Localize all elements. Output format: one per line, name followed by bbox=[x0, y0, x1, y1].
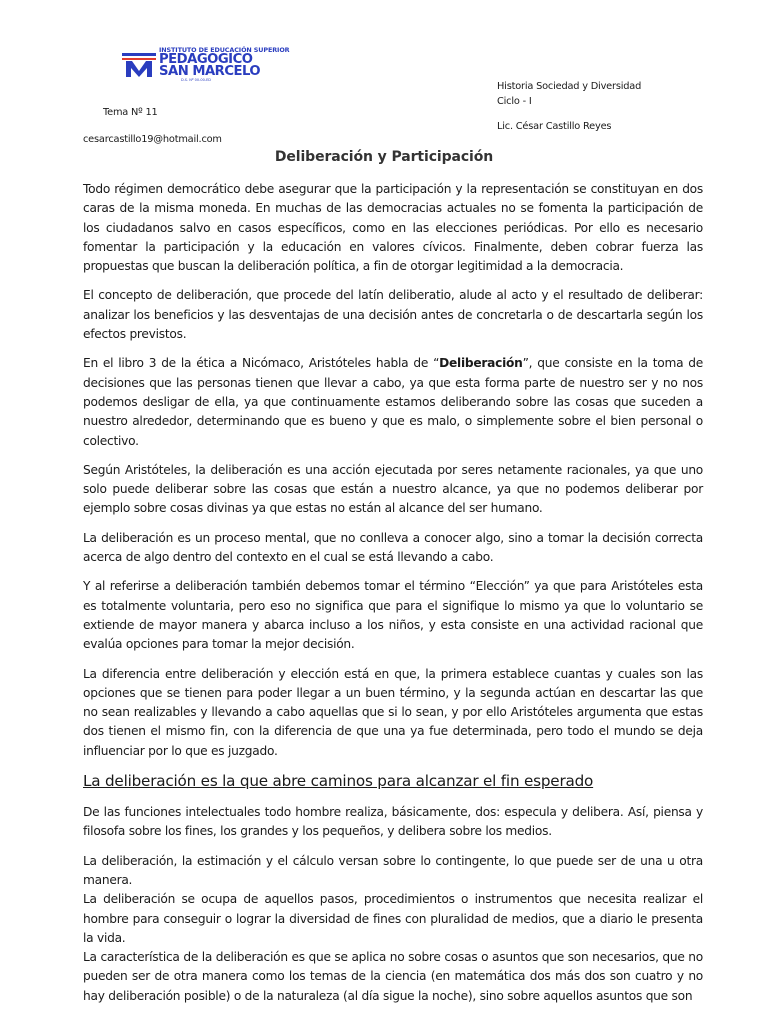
topic-number: Tema Nº 11 bbox=[103, 107, 158, 118]
paragraph: La deliberación se ocupa de aquellos pasos, procedimientos o instrumentos que necesita realizar el hombre para conseguir o lograr la diversidad de fines con pluralidad de medios, que a diario le presenta la vida. bbox=[83, 892, 703, 945]
logo-institute-label: INSTITUTO DE EDUCACIÓN SUPERIOR bbox=[159, 46, 290, 54]
paragraph-nicomaco bbox=[83, 354, 703, 450]
logo-name-line1: PEDAGOGICO bbox=[159, 52, 253, 67]
paragraph: La diferencia entre deliberación y elección está en que, la primera establece cuantas y cuales son las opciones que se tienen para poder llegar a un buen término, y la segunda actúan en descartar las que no sean realizables y llevando a cabo aquellas que si lo sean, y por ello Aristóteles argumenta que estas dos tienen el mismo fin, con la diferencia de que una ya fue determinada, pero todo el mundo se deja influenciar por lo que es juzgado. bbox=[83, 666, 703, 758]
document-body bbox=[83, 180, 703, 1006]
institution-logo bbox=[122, 46, 290, 82]
paragraph: El concepto de deliberación, que procede del latín deliberatio, alude al acto y el resultado de deliberar: analizar los beneficios y las desventajas de una decisión antes de concretarla o de descartarla según los efectos previstos. bbox=[83, 288, 703, 342]
paragraph: La característica de la deliberación es que se aplica no sobre cosas o asuntos que son necesarios, que no pueden ser de otra manera como los temas de la ciencia (en matemática dos más dos son cuatro y no hay deliberación posible) o de la naturaleza (al día sigue la noche), sino sobre aquellos asuntos que son bbox=[83, 950, 703, 1003]
course-name: Historia Sociedad y Diversidad bbox=[497, 81, 642, 92]
paragraph-text: ”, que consiste en la toma de decisiones que las personas tienen que llevar a cabo, ya que esta forma parte de nuestro ser y no nos podemos desligar de ella, ya que continuamente estamos deliberando sobre las cosas que suceden a nuestro alrededor, determinando que es bueno y que es malo, o simplemente sobre el bien personal o colectivo. bbox=[83, 356, 704, 448]
paragraph: La deliberación es un proceso mental, que no conlleva a conocer algo, sino a tomar la decisión correcta acerca de algo dentro del contexto en el cual se está llevando a cabo. bbox=[83, 530, 703, 565]
paragraph-text: En el libro 3 de la ética a Nicómaco, Aristóteles habla de “ bbox=[83, 356, 440, 371]
emphasized-term: Deliberación bbox=[439, 356, 523, 371]
document-title: Deliberación y Participación bbox=[274, 149, 494, 165]
logo-name-line2: SAN MARCELO bbox=[159, 64, 261, 79]
paragraph: Todo régimen democrático debe asegurar que la participación y la representación se constituyan en dos caras de la misma moneda. En muchas de las democracias actuales no se fomenta la participación de los ciudadanos salvo en casos específicos, como en las elecciones periódicas. Por ello es necesario fomentar la participación y la educación en valores cívicos. Finalmente, deben cobrar fuerza las propuestas que buscan la deliberación política, a fin de otorgar legitimidad a la democracia. bbox=[83, 182, 703, 274]
course-cycle: Ciclo - I bbox=[497, 96, 532, 107]
logo-emblem-icon bbox=[122, 49, 156, 79]
paragraph: Según Aristóteles, la deliberación es una acción ejecutada por seres netamente racionales, ya que uno solo puede deliberar sobre las cosas que están a nuestro alcance, ya que no podemos deliberar por ejemplo sobre cosas divinas ya que estas no están al alcance del ser humano. bbox=[83, 462, 703, 516]
paragraph: De las funciones intelectuales todo hombre realiza, básicamente, dos: especula y delibera. Así, piensa y filosofa sobre los fines, los grandes y los pequeños, y delibera sobre los medios. bbox=[83, 805, 703, 839]
logo-decree: D.S. Nº 00-00-ED bbox=[181, 78, 211, 82]
contact-email: cesarcastillo19@hotmail.com bbox=[83, 134, 222, 145]
section-heading: La deliberación es la que abre caminos para alcanzar el fin esperado bbox=[83, 772, 594, 791]
paragraph: La deliberación, la estimación y el cálculo versan sobre lo contingente, lo que puede ser de una u otra manera. bbox=[83, 853, 703, 887]
paragraph: Y al referirse a deliberación también debemos tomar el término “Elección” ya que para Aristóteles esta es totalmente voluntaria, pero eso no significa que para el signifique lo mismo ya que lo voluntario se extiende de mayor manera y abarca incluso a los niños, y esta consiste en una actividad racional que evalúa opciones para tomar la mejor decisión. bbox=[83, 579, 703, 652]
lecturer-name: Lic. César Castillo Reyes bbox=[497, 121, 612, 132]
